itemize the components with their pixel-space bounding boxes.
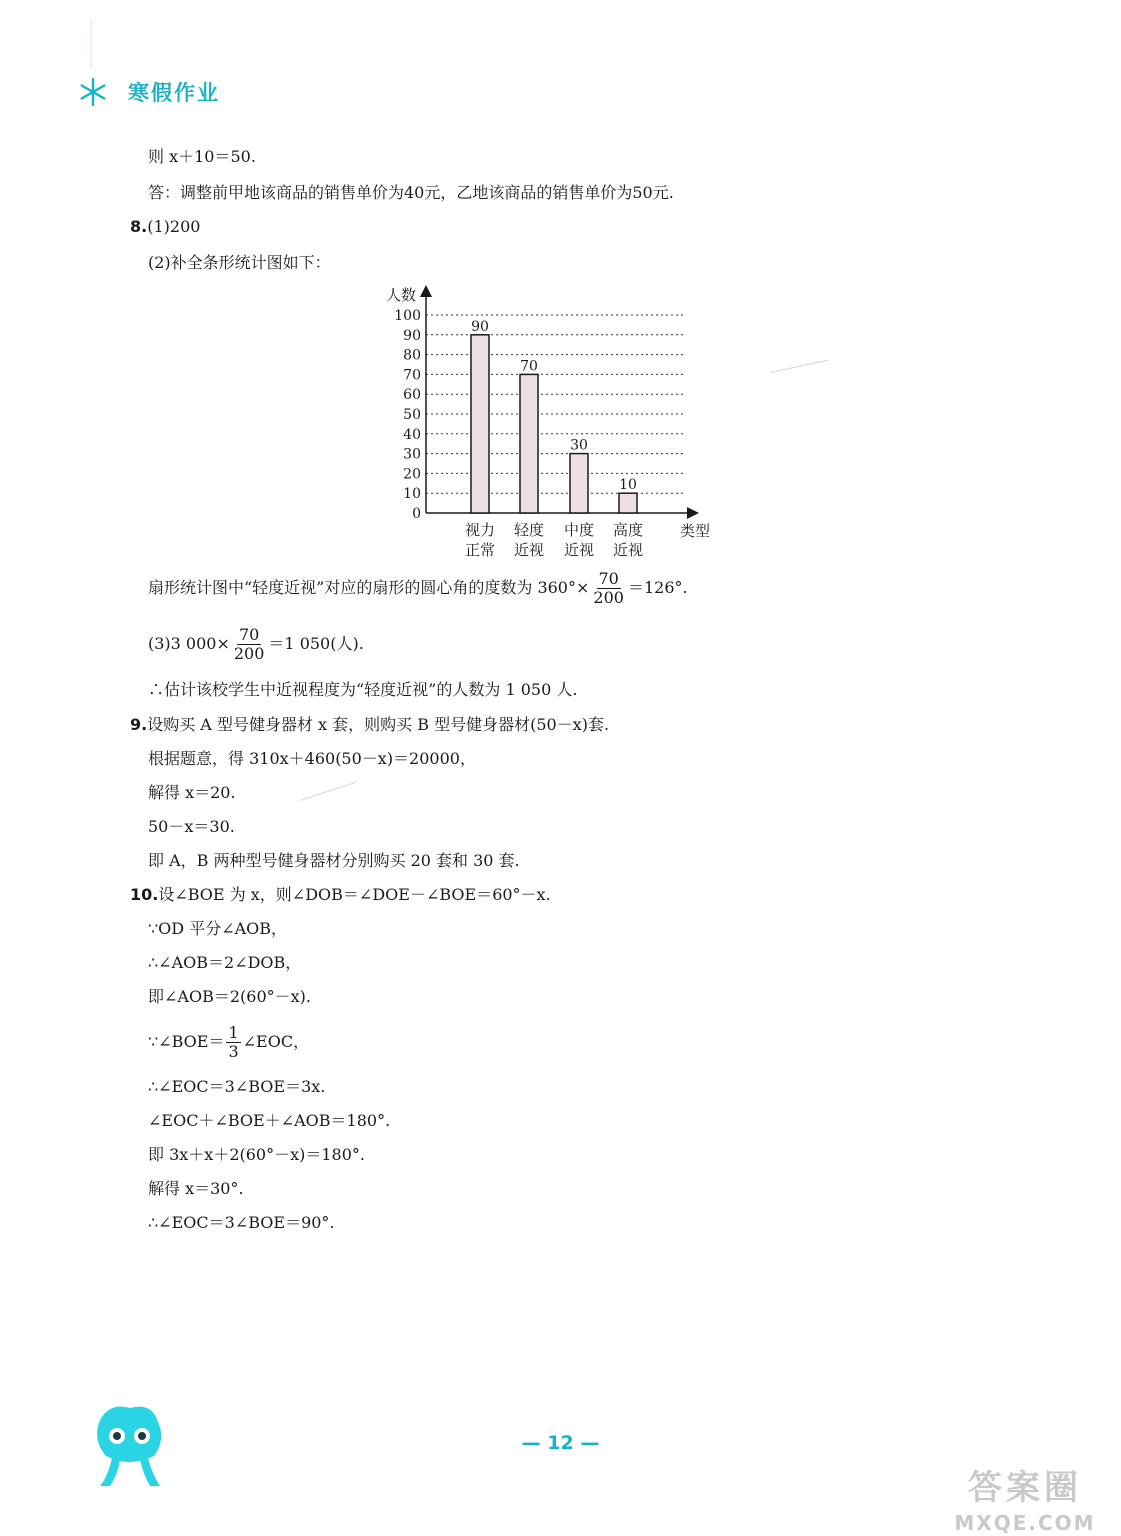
y-tick-label: 0 [412,506,421,522]
chart-x-tick-labels [465,521,643,559]
snowflake-icon [78,77,108,107]
y-tick-label: 30 [403,446,421,463]
answer-line: ∴∠EOC＝3∠BOE＝3x. [148,1077,326,1096]
answer-text: 设∠BOE 为 x，则∠DOB＝∠DOE－∠BOE＝60°－x. [158,885,551,904]
question-number: 10. [130,885,159,904]
x-tick-label: 中度 [563,521,595,539]
answer-line: 答：调整前甲地该商品的销售单价为40元，乙地该商品的销售单价为50元. [148,183,674,202]
fraction [232,626,267,663]
x-tick-label: 视力 [464,521,496,539]
answer-line: ∴估计该校学生中近视程度为“轻度近视”的人数为 1 050 人. [148,680,578,699]
bar [520,374,538,513]
answer-text: 设购买 A 型号健身器材 x 套，则购买 B 型号健身器材(50－x)套. [147,715,610,734]
bar-value-label: 70 [520,358,538,375]
y-tick-label: 60 [403,387,421,404]
bar-chart [370,278,720,563]
answer-line: ∴∠EOC＝3∠BOE＝90°. [148,1213,335,1232]
x-tick-label: 近视 [563,541,595,559]
question-number: 8. [130,217,148,236]
x-tick-label: 近视 [612,541,644,559]
answer-line [148,570,688,607]
answer-line: 即 3x＋x＋2(60°－x)＝180°. [148,1145,365,1164]
chart-bars [471,319,637,513]
bar [471,335,489,513]
page-header [78,74,220,110]
y-tick-label: 90 [403,327,421,344]
fraction-denominator: 200 [593,588,624,607]
answer-text: 扇形统计图中“轻度近视”对应的扇形的圆心角的度数为 360°× [148,578,590,597]
x-tick-label: 轻度 [513,521,545,539]
y-tick-label: 80 [403,347,421,364]
bar-value-label: 10 [619,477,637,494]
bar [619,493,637,513]
y-tick-label: 50 [403,407,421,423]
fraction-denominator: 3 [228,1042,239,1061]
answer-text: ∠EOC， [242,1032,310,1051]
bar-value-label: 30 [570,437,588,454]
answer-text: (3)3 000× [148,634,230,653]
answer-line [148,626,364,663]
answer-line: 即∠AOB＝2(60°－x). [148,987,311,1006]
y-tick-label: 10 [403,486,421,503]
answer-line: ∠EOC＋∠BOE＋∠AOB＝180°. [148,1111,391,1130]
answer-text: ＝1 050(人). [268,634,364,653]
fraction-numerator: 70 [598,569,619,588]
fraction-denominator: 200 [233,644,265,663]
y-tick-label: 100 [394,308,421,324]
question-number: 9. [130,715,148,734]
answer-line: 即 A，B 两种型号健身器材分别购买 20 套和 30 套. [148,851,520,870]
question-9-line [130,714,609,736]
fraction-numerator: 1 [228,1023,239,1042]
watermark-url: MXQE.COM [954,1511,1096,1535]
fraction [591,570,626,607]
chart-y-axis-label: 人数 [386,286,417,304]
y-tick-label: 70 [403,367,421,384]
answer-line: 则 x＋10＝50. [148,147,256,166]
chart-x-axis-label: 类型 [680,522,711,540]
scan-smudge [300,781,357,800]
watermark [935,1460,1115,1535]
x-tick-label: 近视 [513,541,545,559]
watermark-logo-text: 答案圈 [968,1468,1082,1508]
answer-line [148,1024,309,1061]
y-tick-label: 20 [403,466,421,483]
question-8-line [130,216,200,238]
answer-line: 50－x＝30. [148,817,235,836]
answer-text: ＝126°. [627,578,688,597]
question-10-line [130,884,551,906]
answer-line: 根据题意，得 310x＋460(50－x)＝20000， [148,749,476,768]
fraction [226,1024,240,1061]
y-tick-label: 40 [403,426,421,443]
answer-line: ∴∠AOB＝2∠DOB， [148,953,302,972]
header-decoration-line [90,20,92,68]
page-number: — 12 — [521,1432,600,1454]
chart-y-tick-labels [394,308,421,522]
bar [570,454,588,513]
answer-line: (2)补全条形统计图如下： [148,253,331,272]
scan-smudge [770,360,829,373]
bar-value-label: 90 [471,318,489,335]
answer-line: 解得 x＝20. [148,783,236,802]
chart-grid [426,315,684,493]
x-tick-label: 高度 [612,521,644,539]
answer-text: (1)200 [147,217,201,236]
header-title: 寒假作业 [128,81,220,105]
fraction-numerator: 70 [238,625,260,644]
answer-text: ∵∠BOE＝ [148,1032,225,1051]
answer-line: ∵OD 平分∠AOB， [148,919,288,938]
x-tick-label: 正常 [464,541,496,559]
answer-line: 解得 x＝30°. [148,1179,244,1198]
